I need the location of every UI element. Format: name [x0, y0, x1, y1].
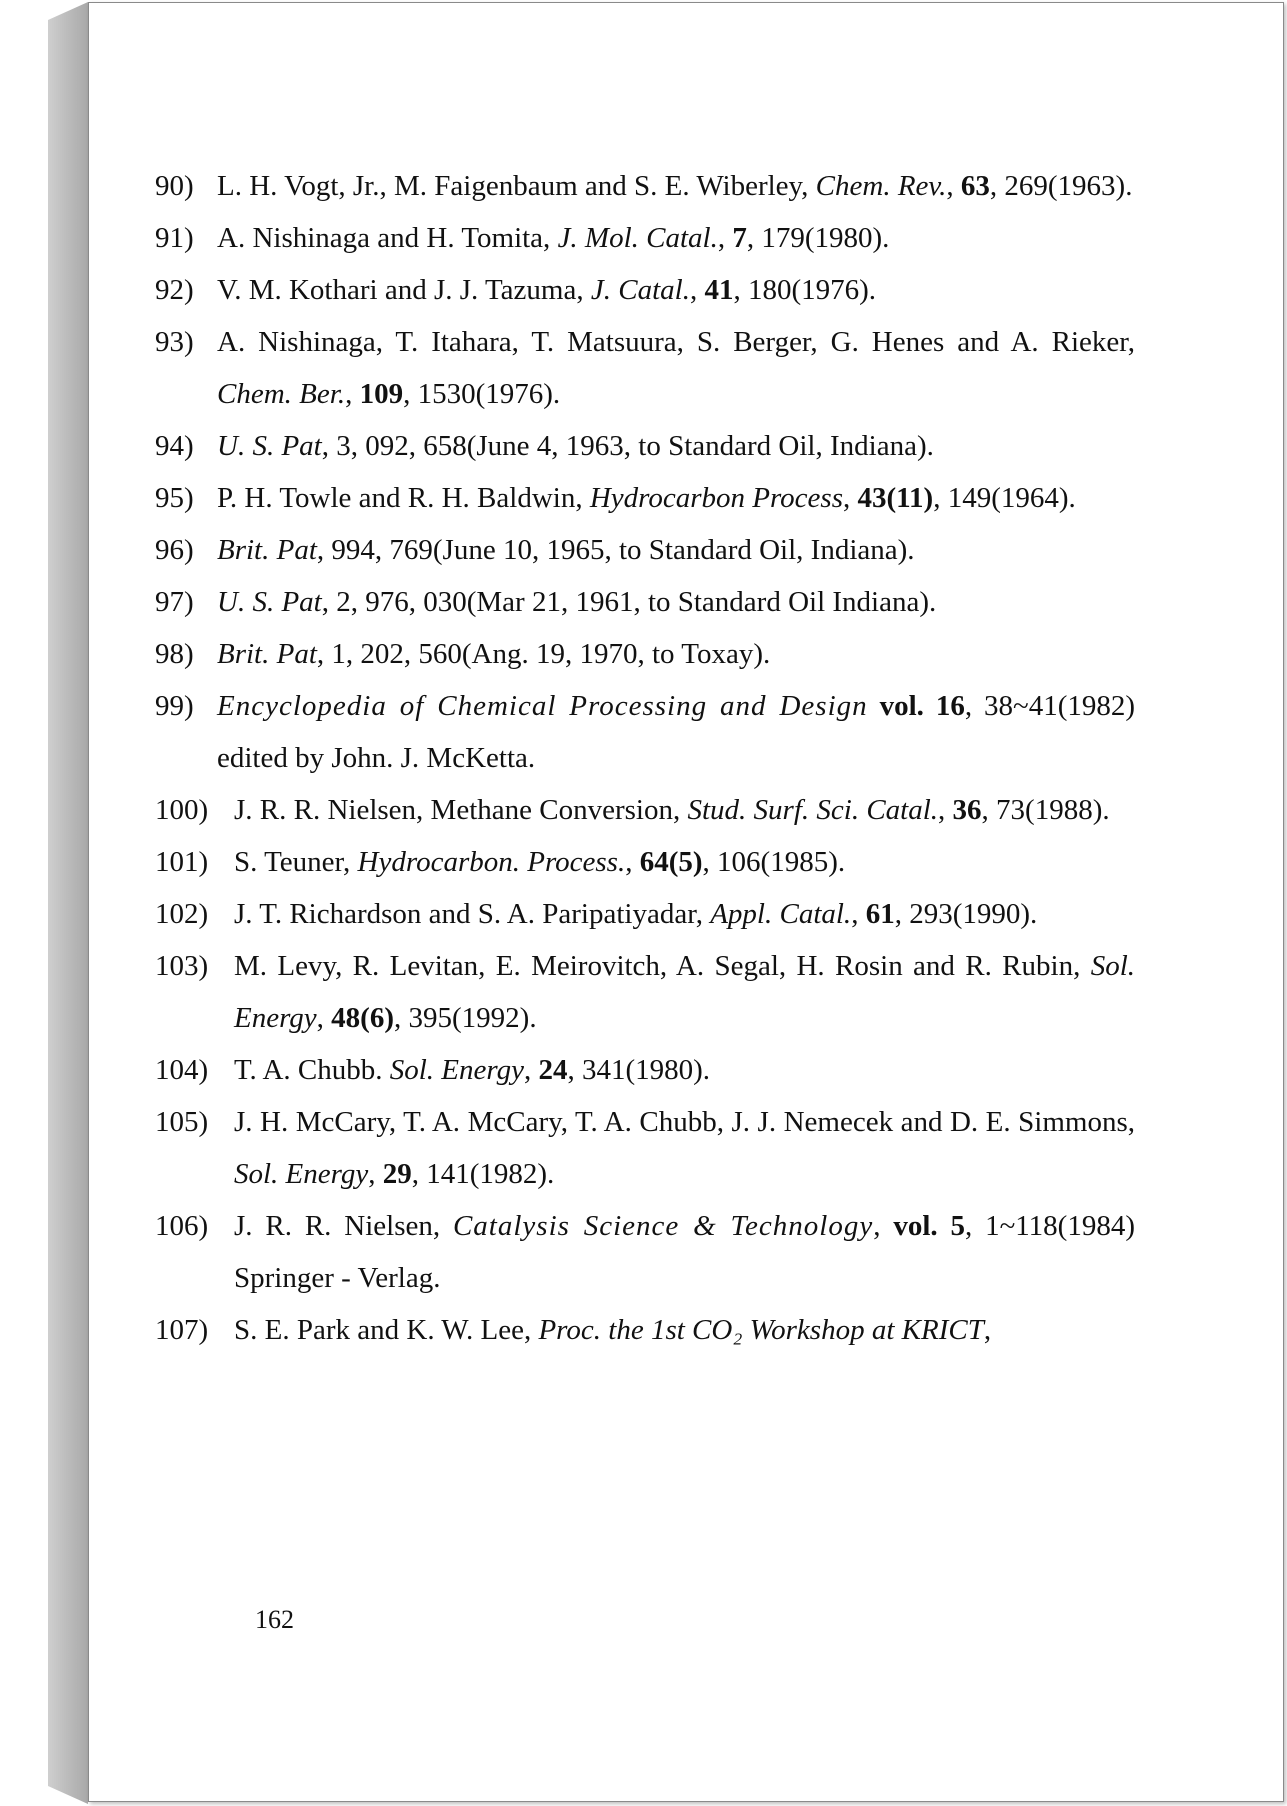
- reference-text: S. E. Park and K. W. Lee, Proc. the 1st CO₂ Workshop at KRICT,: [234, 1314, 992, 1346]
- reference-number: 96): [155, 534, 194, 566]
- reference-text: J. R. R. Nielsen, Catalysis Science & Technology, vol. 5, 1~118(1984) Springer - Verlag.: [234, 1210, 1135, 1294]
- reference-number: 91): [155, 222, 194, 254]
- reference-list: [155, 160, 1135, 1356]
- reference-item: [155, 1200, 1135, 1304]
- reference-number: 99): [155, 690, 194, 722]
- reference-number: 92): [155, 274, 194, 306]
- reference-item: [155, 888, 1135, 940]
- reference-text: J. T. Richardson and S. A. Paripatiyadar, Appl. Catal., 61, 293(1990).: [234, 898, 1038, 930]
- reference-item: [155, 628, 1135, 680]
- reference-item: [155, 472, 1135, 524]
- reference-number: 101): [155, 846, 209, 878]
- reference-number: 98): [155, 638, 194, 670]
- reference-text: L. H. Vogt, Jr., M. Faigenbaum and S. E. Wiberley, Chem. Rev., 63, 269(1963).: [217, 170, 1133, 202]
- reference-number: 97): [155, 586, 194, 618]
- reference-number: 95): [155, 482, 194, 514]
- reference-item: [155, 836, 1135, 888]
- reference-item: [155, 1096, 1135, 1200]
- reference-text: J. H. McCary, T. A. McCary, T. A. Chubb, J. J. Nemecek and D. E. Simmons, Sol. Energy, 29, 141(1982).: [234, 1106, 1135, 1190]
- reference-item: [155, 1304, 1135, 1356]
- reference-item: [155, 940, 1135, 1044]
- reference-number: 94): [155, 430, 194, 462]
- reference-item: [155, 784, 1135, 836]
- reference-number: 102): [155, 898, 209, 930]
- reference-number: 90): [155, 170, 194, 202]
- reference-text: A. Nishinaga and H. Tomita, J. Mol. Catal., 7, 179(1980).: [217, 222, 890, 254]
- reference-item: [155, 264, 1135, 316]
- reference-text: S. Teuner, Hydrocarbon. Process., 64(5), 106(1985).: [234, 846, 846, 878]
- reference-item: [155, 576, 1135, 628]
- reference-text: U. S. Pat, 2, 976, 030(Mar 21, 1961, to Standard Oil Indiana).: [217, 586, 937, 618]
- reference-text: Brit. Pat, 994, 769(June 10, 1965, to Standard Oil, Indiana).: [217, 534, 915, 566]
- reference-text: Encyclopedia of Chemical Processing and Design vol. 16, 38~41(1982) edited by John. J. McKetta.: [217, 690, 1136, 774]
- reference-text: A. Nishinaga, T. Itahara, T. Matsuura, S. Berger, G. Henes and A. Rieker, Chem. Ber., 109, 1530(1976).: [217, 326, 1135, 410]
- reference-item: [155, 420, 1135, 472]
- book-spine: [48, 2, 88, 1804]
- reference-text: M. Levy, R. Levitan, E. Meirovitch, A. Segal, H. Rosin and R. Rubin, Sol. Energy, 48(6), 395(1992).: [234, 950, 1135, 1034]
- reference-item: [155, 1044, 1135, 1096]
- reference-item: [155, 316, 1135, 420]
- reference-number: 106): [155, 1210, 209, 1242]
- reference-number: 103): [155, 950, 209, 982]
- reference-number: 100): [155, 794, 209, 826]
- reference-number: 104): [155, 1054, 209, 1086]
- reference-item: [155, 524, 1135, 576]
- reference-text: J. R. R. Nielsen, Methane Conversion, Stud. Surf. Sci. Catal., 36, 73(1988).: [234, 794, 1110, 826]
- reference-item: [155, 160, 1135, 212]
- reference-text: V. M. Kothari and J. J. Tazuma, J. Catal., 41, 180(1976).: [217, 274, 877, 306]
- reference-item: [155, 212, 1135, 264]
- reference-item: [155, 680, 1135, 784]
- reference-number: 107): [155, 1314, 209, 1346]
- reference-number: 93): [155, 326, 194, 358]
- reference-text: U. S. Pat, 3, 092, 658(June 4, 1963, to Standard Oil, Indiana).: [217, 430, 934, 462]
- page-number: 162: [255, 1605, 294, 1634]
- reference-number: 105): [155, 1106, 209, 1138]
- reference-text: P. H. Towle and R. H. Baldwin, Hydrocarbon Process, 43(11), 149(1964).: [217, 482, 1076, 514]
- reference-text: T. A. Chubb. Sol. Energy, 24, 341(1980).: [234, 1054, 711, 1086]
- reference-text: Brit. Pat, 1, 202, 560(Ang. 19, 1970, to Toxay).: [217, 638, 771, 670]
